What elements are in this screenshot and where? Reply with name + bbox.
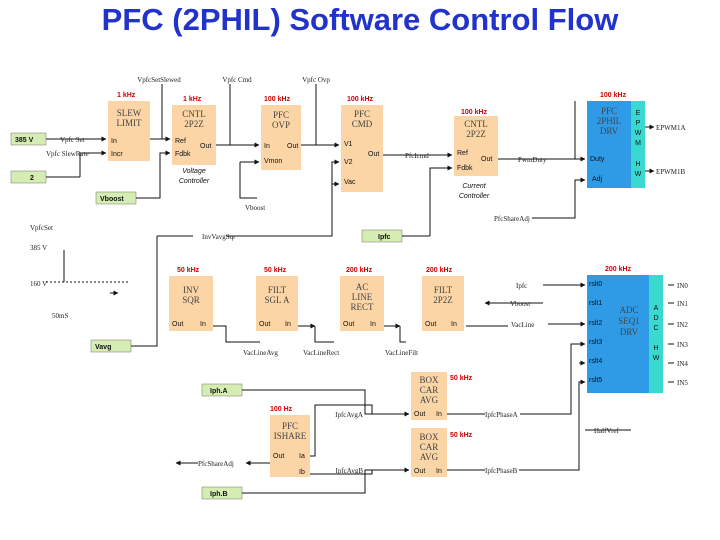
svg-text:160 V: 160 V [30,280,48,288]
svg-text:Out: Out [259,321,271,328]
pfc-cmd-block [341,96,383,192]
svg-text:50 kHz: 50 kHz [450,375,473,382]
svg-text:Fdbk: Fdbk [457,165,473,172]
filt-sgl-a-block [256,267,298,331]
svg-text:AC: AC [355,282,369,292]
svg-text:Out: Out [287,143,299,150]
svg-text:OVP: OVP [271,120,291,130]
ac-line-rect-block [340,267,384,331]
svg-text:LINE: LINE [351,292,373,302]
svg-text:IN3: IN3 [677,341,688,349]
svg-text:Fdbk: Fdbk [175,151,191,158]
pfc-2phil-drv-block [587,92,645,188]
svg-text:rslt5: rslt5 [589,377,603,384]
svg-text:Out: Out [481,156,493,163]
svg-text:H: H [635,161,641,168]
voltage-controller-caption [179,168,210,185]
svg-text:In: In [436,411,442,418]
svg-text:Iph.A: Iph.A [210,388,228,395]
current-controller-caption [459,183,490,200]
svg-text:50mS: 50mS [52,312,69,320]
svg-text:Current: Current [462,183,486,190]
svg-text:IpfcPhaseB: IpfcPhaseB [485,467,518,475]
value-box-vavg [91,340,131,352]
svg-text:SEQ1: SEQ1 [618,316,640,326]
svg-text:Out: Out [368,151,380,158]
svg-text:In: In [285,321,291,328]
svg-text:50 kHz: 50 kHz [177,267,200,274]
svg-text:VpfcSetSlewed: VpfcSetSlewed [137,76,181,84]
svg-text:C: C [653,325,659,332]
svg-text:1 kHz: 1 kHz [117,92,136,99]
svg-text:E: E [635,110,641,117]
svg-text:EPWM1B: EPWM1B [656,168,686,176]
svg-text:CNTL: CNTL [182,109,206,119]
svg-text:IpfcAvgA: IpfcAvgA [335,411,363,419]
svg-text:Duty: Duty [590,156,605,163]
svg-text:VacLineAvg: VacLineAvg [243,349,278,357]
value-box-385v [11,133,46,145]
svg-text:Voltage: Voltage [182,168,206,175]
pfc-ishare-block [270,406,310,477]
svg-text:Out: Out [414,468,426,475]
value-box-ipfc [362,230,402,242]
svg-text:CAR: CAR [419,442,439,452]
svg-text:IN5: IN5 [677,379,688,387]
svg-text:W: W [652,355,660,362]
svg-text:V2: V2 [344,159,353,166]
svg-text:50 kHz: 50 kHz [264,267,287,274]
svg-text:IN2: IN2 [677,321,688,329]
svg-text:rslt1: rslt1 [589,300,603,307]
svg-text:PfcShareAdj: PfcShareAdj [494,215,530,223]
current-cntl-2p2z-block [454,109,498,176]
svg-text:100 kHz: 100 kHz [347,96,374,103]
svg-text:Out: Out [273,453,285,460]
svg-text:PFC: PFC [600,106,618,116]
svg-text:IpfcPhaseA: IpfcPhaseA [485,411,518,419]
svg-text:SQR: SQR [182,295,200,305]
svg-text:M: M [635,140,641,147]
svg-text:Out: Out [414,411,426,418]
svg-text:A: A [653,305,659,312]
svg-text:FILT: FILT [267,285,287,295]
svg-text:200 kHz: 200 kHz [426,267,453,274]
svg-text:Iph.B: Iph.B [210,491,228,498]
svg-text:Ia: Ia [299,453,305,460]
svg-text:Ipfc: Ipfc [378,234,391,241]
svg-text:IpfcAvgB: IpfcAvgB [335,467,363,475]
slew-limit-block [108,92,150,161]
svg-text:Ib: Ib [299,469,305,476]
svg-text:2P2Z: 2P2Z [184,119,204,129]
svg-text:Out: Out [172,321,184,328]
svg-text:BOX: BOX [419,432,439,442]
svg-text:In: In [264,143,270,150]
svg-text:Vpfc Ovp: Vpfc Ovp [302,76,330,84]
svg-text:2: 2 [30,175,34,182]
svg-text:Controller: Controller [178,178,210,185]
svg-text:Vac: Vac [344,179,356,186]
svg-text:CAR: CAR [419,385,439,395]
svg-text:PFC: PFC [353,109,371,119]
svg-text:Adj: Adj [592,176,603,183]
svg-text:PFC: PFC [281,421,299,431]
svg-text:VacLine: VacLine [511,321,535,329]
value-box-2 [11,171,46,183]
svg-text:100 kHz: 100 kHz [600,92,627,99]
svg-text:W: W [634,130,642,137]
svg-text:V1: V1 [344,141,353,148]
svg-text:InvVavgSqr: InvVavgSqr [202,233,236,241]
svg-text:RECT: RECT [350,302,374,312]
svg-text:Vmon: Vmon [264,158,283,165]
filt-2p2z-block [422,267,464,331]
svg-text:Out: Out [200,143,212,150]
svg-text:Vavg: Vavg [95,344,112,351]
svg-text:DRV: DRV [619,327,639,337]
svg-text:385 V: 385 V [30,244,48,252]
svg-text:IN1: IN1 [677,300,688,308]
svg-text:VacLineRect: VacLineRect [303,349,340,357]
svg-text:Out: Out [343,321,355,328]
svg-text:200 kHz: 200 kHz [605,266,632,273]
svg-text:50 kHz: 50 kHz [450,432,473,439]
svg-text:rslt2: rslt2 [589,320,603,327]
svg-text:P: P [635,120,641,127]
svg-text:100 kHz: 100 kHz [264,96,291,103]
svg-text:VpfcSet: VpfcSet [30,224,53,232]
svg-text:PwmDuty: PwmDuty [518,156,547,164]
value-box-iphb [202,487,242,499]
svg-text:Vboost: Vboost [245,204,266,212]
svg-text:In: In [200,321,206,328]
svg-text:HalfVref: HalfVref [594,427,619,435]
svg-text:Vpfc Cmd: Vpfc Cmd [222,76,252,84]
svg-text:VacLineFilt: VacLineFilt [385,349,419,357]
svg-text:PfcIcmd: PfcIcmd [405,152,429,160]
svg-text:100 kHz: 100 kHz [461,109,488,116]
svg-text:100 Hz: 100 Hz [270,406,293,413]
svg-text:CNTL: CNTL [464,119,488,129]
svg-text:In: In [436,468,442,475]
svg-text:Vboost: Vboost [510,300,531,308]
svg-text:Out: Out [425,321,437,328]
svg-text:Ref: Ref [457,150,468,157]
svg-text:DRV: DRV [599,126,619,136]
svg-text:SGL A: SGL A [264,295,290,305]
svg-text:200 kHz: 200 kHz [346,267,373,274]
box-car-avg-a-block [411,372,473,420]
svg-text:BOX: BOX [419,375,439,385]
svg-text:2P2Z: 2P2Z [433,295,453,305]
svg-text:2PHIL: 2PHIL [596,116,622,126]
svg-text:ADC: ADC [619,305,639,315]
page-title: PFC (2PHIL) Software Control Flow [101,2,619,37]
inv-sqr-block [169,267,213,331]
svg-text:INV: INV [183,285,199,295]
svg-text:AVG: AVG [419,452,439,462]
svg-text:2P2Z: 2P2Z [466,129,486,139]
svg-text:rslt4: rslt4 [589,358,603,365]
svg-text:rslt0: rslt0 [589,281,603,288]
svg-text:IN0: IN0 [677,282,688,290]
svg-text:FILT: FILT [433,285,453,295]
svg-text:H: H [653,345,659,352]
svg-text:PFC: PFC [272,110,290,120]
svg-text:1 kHz: 1 kHz [183,96,202,103]
svg-text:AVG: AVG [419,395,439,405]
svg-text:CMD: CMD [351,119,373,129]
adc-seq1-drv-block [587,266,663,393]
svg-text:EPWM1A: EPWM1A [656,124,686,132]
svg-text:Ipfc: Ipfc [516,282,528,290]
svg-text:Vpfc SlewRate: Vpfc SlewRate [46,150,89,158]
svg-text:Vboost: Vboost [100,196,124,203]
svg-text:W: W [634,171,642,178]
svg-text:In: In [370,321,376,328]
svg-text:D: D [653,315,659,322]
svg-text:Controller: Controller [458,193,490,200]
svg-text:385 V: 385 V [15,137,34,144]
svg-text:PfcShareAdj: PfcShareAdj [198,460,234,468]
value-box-vboost [96,192,136,204]
svg-text:In: In [111,138,117,145]
svg-text:In: In [451,321,457,328]
value-box-ipha [202,384,242,396]
svg-text:IN4: IN4 [677,360,688,368]
pfc-ovp-block [261,96,301,170]
svg-text:Incr: Incr [111,151,123,158]
svg-text:ISHARE: ISHARE [273,431,307,441]
svg-text:rslt3: rslt3 [589,339,603,346]
voltage-cntl-2p2z-block [172,96,216,165]
svg-text:Ref: Ref [175,138,186,145]
svg-text:LIMIT: LIMIT [116,118,142,128]
svg-text:SLEW: SLEW [116,108,142,118]
svg-text:Vpfc Set: Vpfc Set [60,136,85,144]
